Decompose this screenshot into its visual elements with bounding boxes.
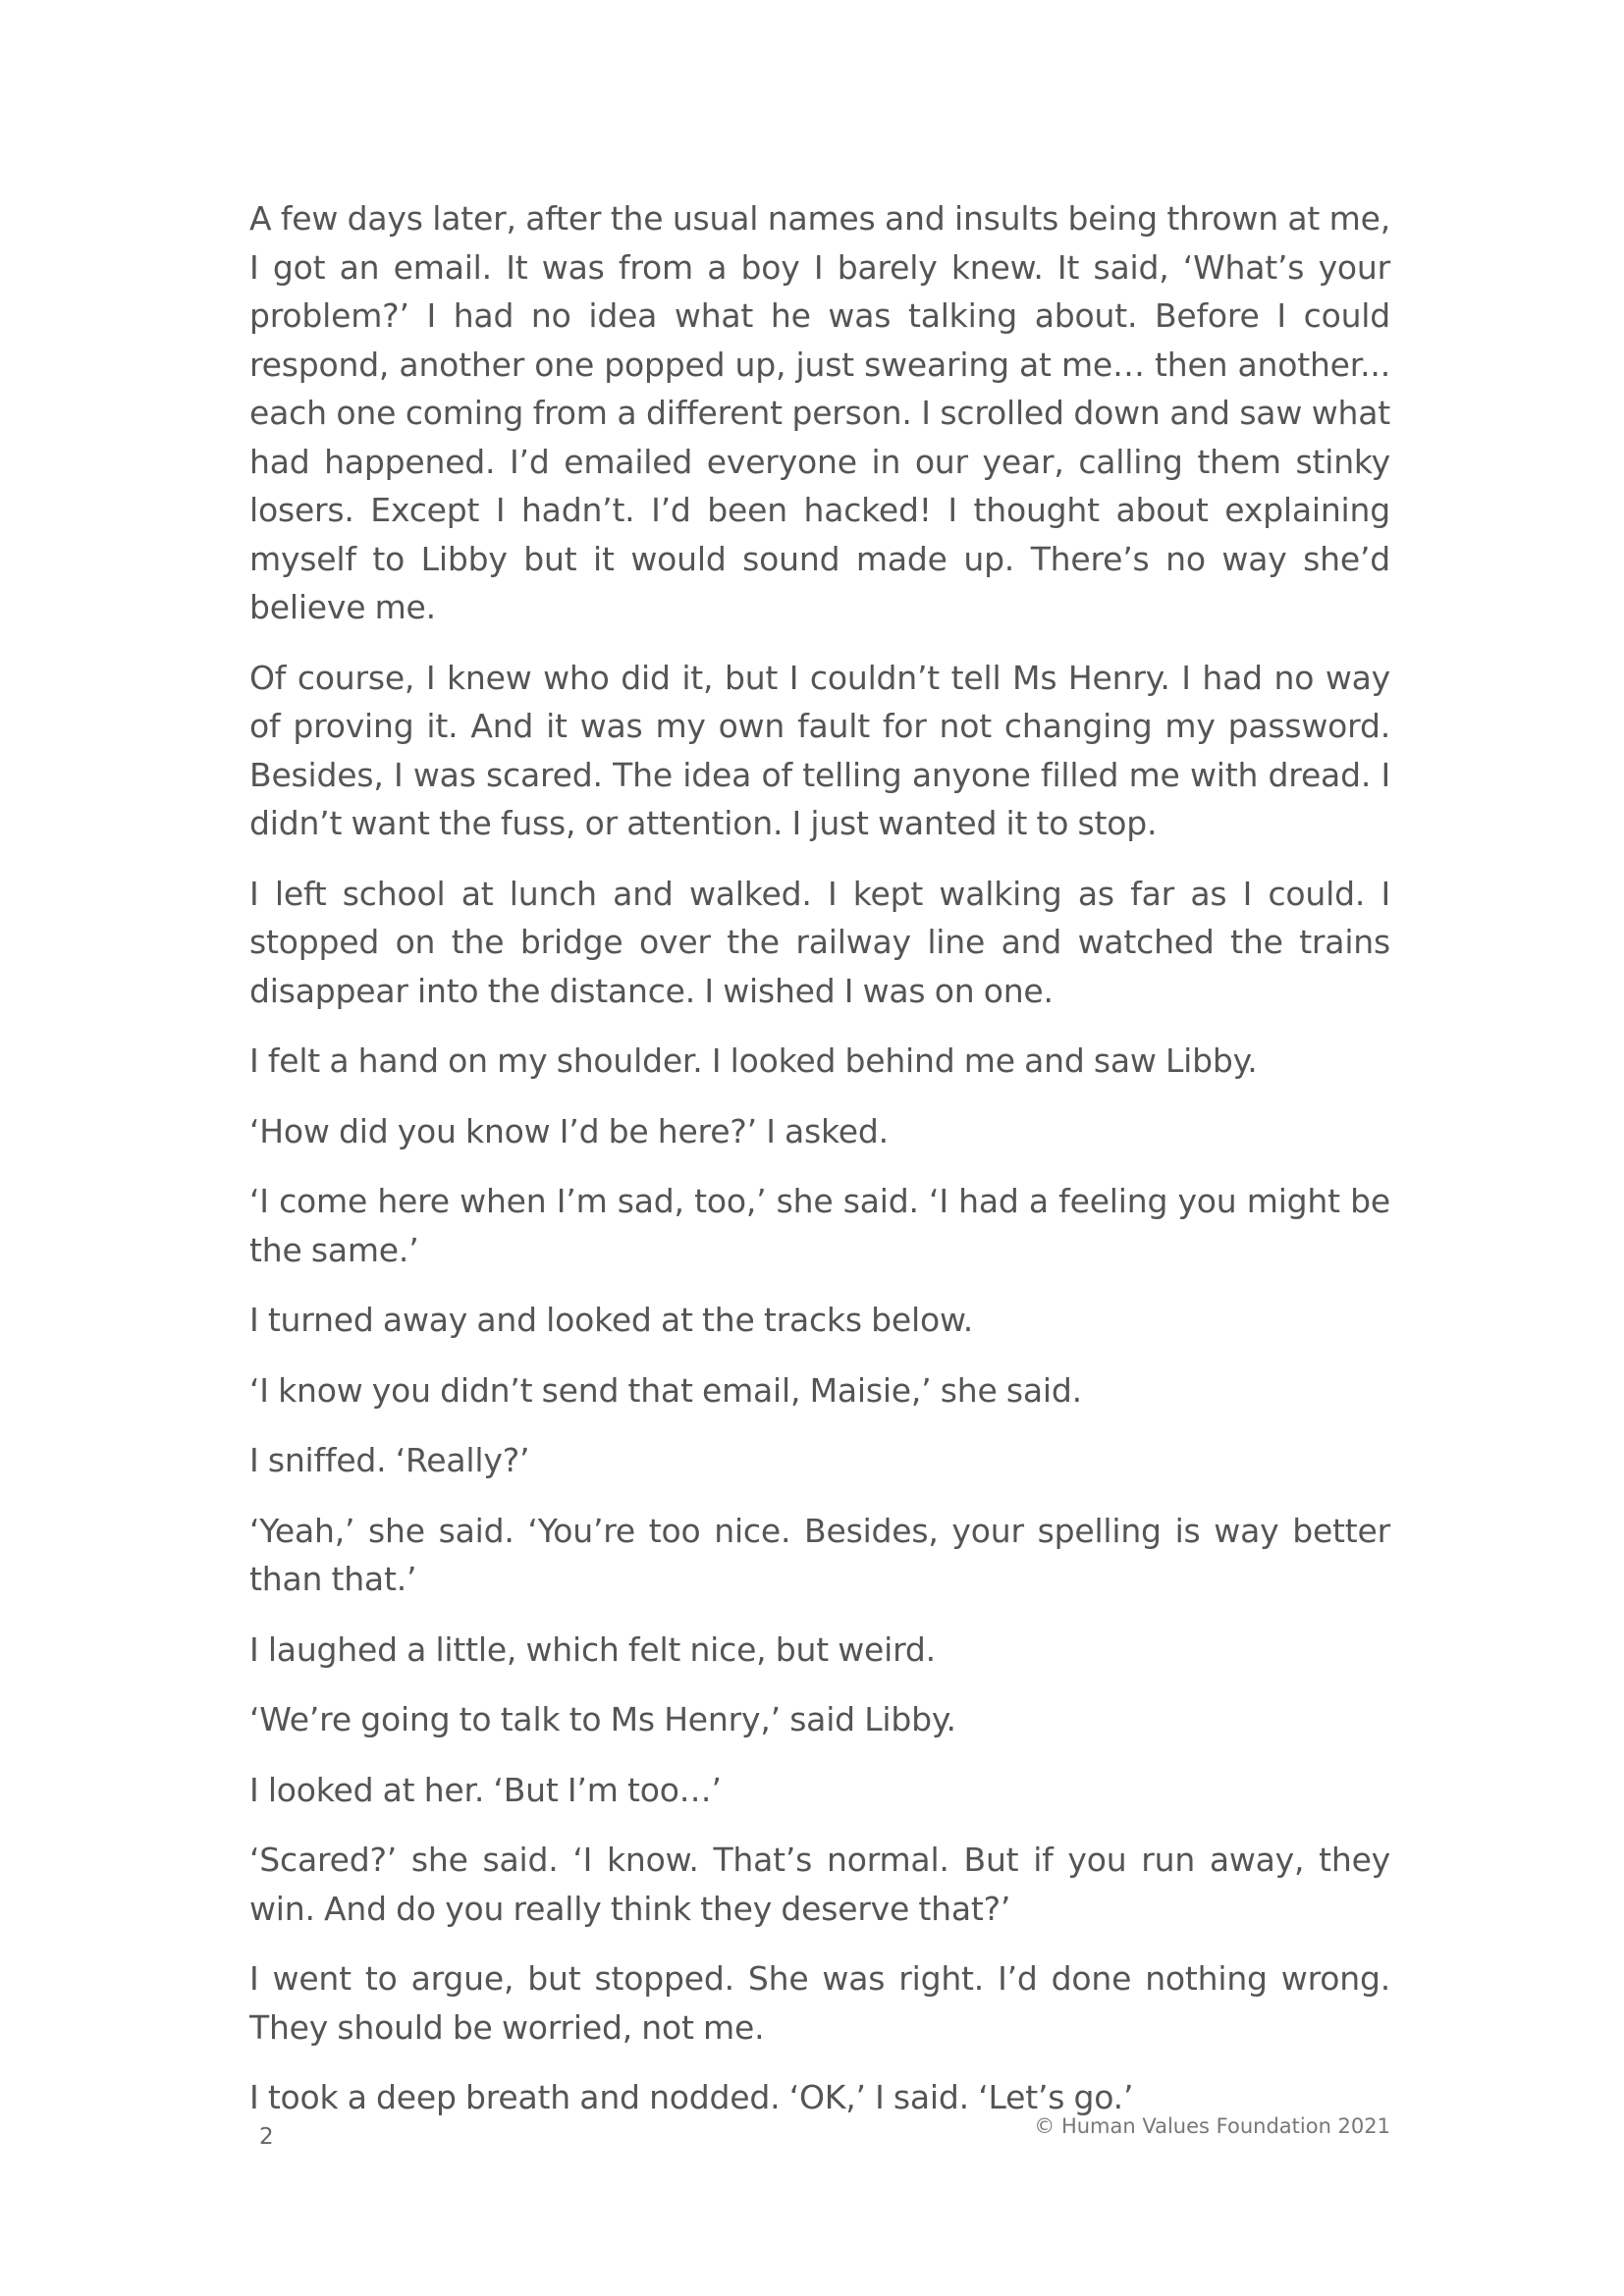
paragraph: I turned away and looked at the tracks below. bbox=[249, 1301, 973, 1339]
page-number: 2 bbox=[259, 2124, 274, 2150]
paragraph: I went to argue, but stopped. She was right. I’d done nothing wrong. They should be worried, not me. bbox=[249, 1959, 1390, 2047]
paragraph: A few days later, after the usual names and insults being thrown at me, I got an email. It was from a boy I barely knew. It said, ‘What’s your problem?’ I had no idea what he was talking about. Before I could respond, another one popped up, just swearing at me… then another... each one coming from a different person. I scrolled down and saw what had happened. I’d emailed everyone in our year, calling them stinky losers. Except I hadn’t. I’d been hacked! I thought about explaining myself to Libby but it would sound made up. There’s no way she’d believe me. bbox=[249, 199, 1390, 626]
story-body bbox=[249, 194, 1390, 2144]
paragraph: ‘I know you didn’t send that email, Maisie,’ she said. bbox=[249, 1370, 1082, 1410]
paragraph: Of course, I knew who did it, but I couldn’t tell Ms Henry. I had no way of proving it. And it was my own fault for not changing my password. Besides, I was scared. The idea of telling anyone filled me with dread. I didn’t want the fuss, or attention. I just wanted it to stop. bbox=[249, 658, 1390, 842]
paragraph: ‘How did you know I’d be here?’ I asked. bbox=[249, 1111, 889, 1150]
paragraph: ‘I come here when I’m sad, too,’ she said. ‘I had a feeling you might be the same.’ bbox=[249, 1182, 1390, 1269]
paragraph: ‘We’re going to talk to Ms Henry,’ said Libby. bbox=[249, 1700, 956, 1738]
paragraph: I felt a hand on my shoulder. I looked behind me and saw Libby. bbox=[249, 1041, 1258, 1080]
paragraph: I looked at her. ‘But I’m too…’ bbox=[249, 1770, 722, 1809]
paragraph: I laughed a little, which felt nice, but weird. bbox=[249, 1629, 936, 1669]
paragraph: ‘Scared?’ she said. ‘I know. That’s normal. But if you run away, they win. And do you really think they deserve that?’ bbox=[249, 1841, 1390, 1928]
paragraph: I took a deep breath and nodded. ‘OK,’ I said. ‘Let’s go.’ bbox=[249, 2078, 1134, 2116]
paragraph: I sniffed. ‘Really?’ bbox=[249, 1441, 530, 1479]
paragraph: I left school at lunch and walked. I kept walking as far as I could. I stopped on the bridge over the railway line and watched the trains disappear into the distance. I wished I was on one. bbox=[249, 874, 1390, 1010]
copyright-notice: © Human Values Foundation 2021 bbox=[1034, 2114, 1390, 2138]
paragraph: ‘Yeah,’ she said. ‘You’re too nice. Besides, your spelling is way better than that.’ bbox=[249, 1511, 1390, 1598]
